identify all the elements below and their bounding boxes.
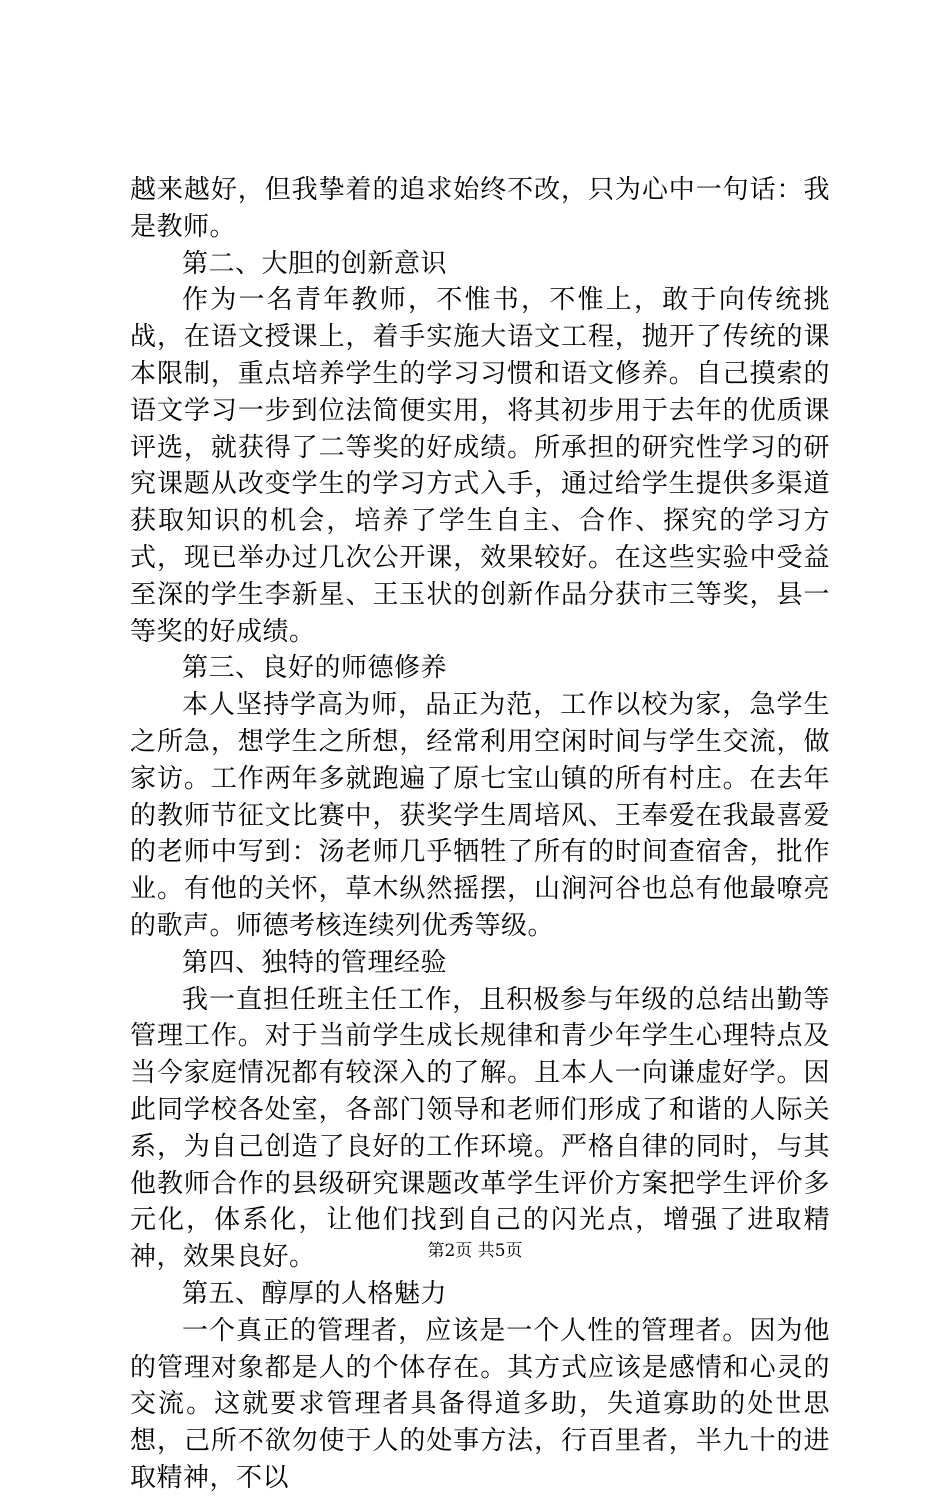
paragraph-continuation: 越来越好，但我挚着的追求始终不改，只为心中一句话：我是教师。 bbox=[130, 175, 830, 242]
paragraph-ethics: 本人坚持学高为师，品正为范，工作以校为家，急学生之所急，想学生之所想，经常利用空闲时间与学生交流，做家访。工作两年多就跑遍了原七宝山镇的所有村庄。在去年的教师节征文比赛中，获奖学生周培风、王奉爱在我最喜爱的老师中写到：汤老师几乎牺牲了所有的时间查宿舍，批作业。有他的关怀，草木纵然摇摆，山涧河谷也总有他最嘹亮的歌声。师德考核连续列优秀等级。 bbox=[130, 690, 830, 941]
document-body bbox=[130, 172, 830, 1497]
page-number-footer: 第2页 共5页 bbox=[427, 1241, 523, 1261]
section-heading-management: 第四、独特的管理经验 bbox=[182, 947, 448, 978]
section-heading-ethics: 第三、良好的师德修养 bbox=[182, 653, 448, 684]
section-heading-innovation: 第二、大胆的创新意识 bbox=[182, 248, 448, 279]
section-heading-character: 第五、醇厚的人格魅力 bbox=[182, 1278, 448, 1309]
paragraph-management: 我一直担任班主任工作，且积极参与年级的总结出勤等管理工作。对于当前学生成长规律和青少年学生心理特点及当今家庭情况都有较深入的了解。且本人一向谦虚好学。因此同学校各处室，各部门领导和老师们形成了和谐的人际关系，为自己创造了良好的工作环境。严格自律的同时，与其他教师合作的县级研究课题改革学生评价方案把学生评价多元化，体系化，让他们找到自己的闪光点，增强了进取精神，效果良好。 bbox=[130, 984, 830, 1273]
paragraph-character: 一个真正的管理者，应该是一个人性的管理者。因为他的管理对象都是人的个体存在。其方式应该是感情和心灵的交流。这就要求管理者具备得道多助，失道寡助的处世思想，己所不欲勿使于人的处事方法，行百里者，半九十的进取精神，不以 bbox=[130, 1315, 830, 1493]
paragraph-innovation: 作为一名青年教师，不惟书，不惟上，敢于向传统挑战，在语文授课上，着手实施大语文工程，抛开了传统的课本限制，重点培养学生的学习习惯和语文修养。自己摸索的语文学习一步到位法简便实用，将其初步用于去年的优质课评选，就获得了二等奖的好成绩。所承担的研究性学习的研究课题从改变学生的学习方式入手，通过给学生提供多渠道获取知识的机会，培养了学生自主、合作、探究的学习方式，现已举办过几次公开课，效果较好。在这些实验中受益至深的学生李新星、王玉状的创新作品分获市三等奖，县一等奖的好成绩。 bbox=[130, 285, 830, 647]
